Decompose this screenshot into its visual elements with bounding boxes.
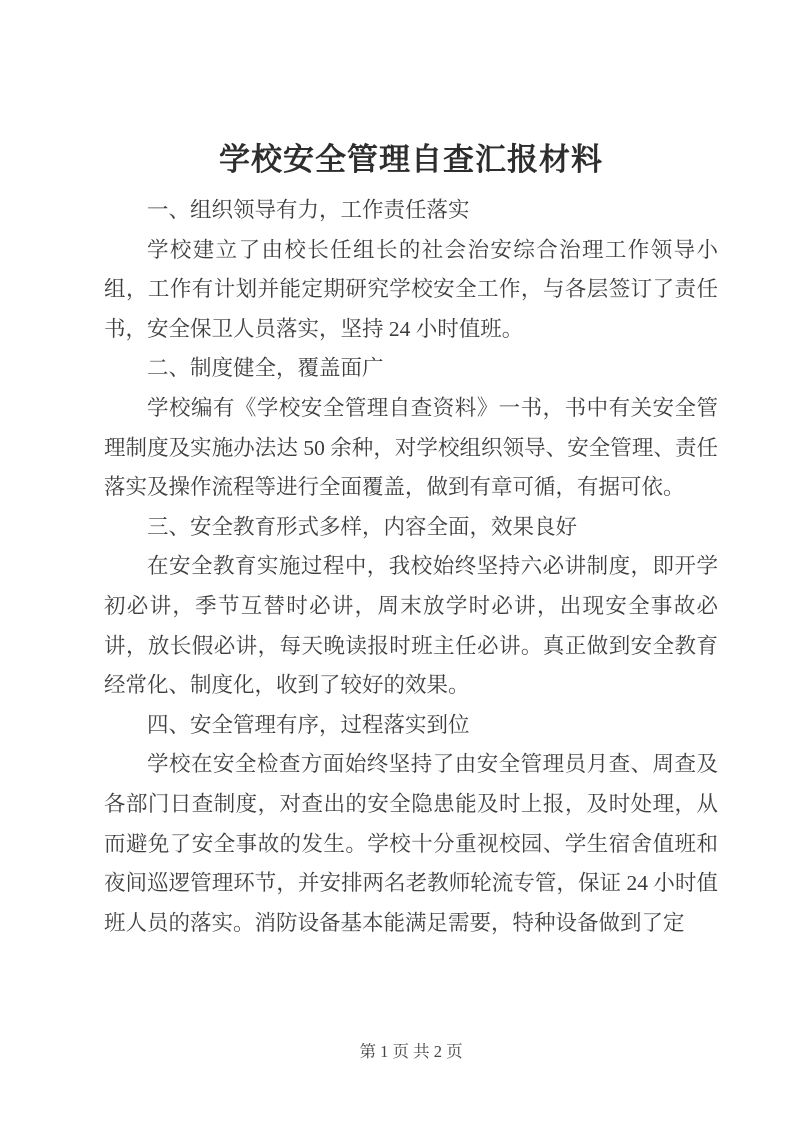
page-number-footer: 第 1 页 共 2 页 bbox=[359, 1042, 463, 1061]
document-body bbox=[104, 191, 718, 943]
section-4-paragraph: 学校在安全检查方面始终坚持了由安全管理员月查、周查及各部门日查制度，对查出的安全隐患能及时上报，及时处理，从而避免了安全事故的发生。学校十分重视校园、学生宿舍值班和夜间巡逻管理环节，并安排两名老教师轮流专管，保证 24 小时值班人员的落实。消防设备基本能满足需要，特种设备做到了定 bbox=[104, 752, 718, 935]
section-3-heading: 三、安全教育形式多样，内容全面，效果良好 bbox=[147, 514, 578, 539]
section-2-heading: 二、制度健全，覆盖面广 bbox=[147, 356, 384, 381]
section-4 bbox=[104, 706, 718, 944]
section-3 bbox=[104, 508, 718, 706]
section-1 bbox=[104, 191, 718, 349]
section-3-paragraph: 在安全教育实施过程中，我校始终坚持六必讲制度，即开学初必讲，季节互替时必讲，周末放学时必讲，出现安全事故必讲，放长假必讲，每天晚读报时班主任必讲。真正做到安全教育经常化、制度化，收到了较好的效果。 bbox=[104, 554, 718, 698]
section-2 bbox=[104, 349, 718, 507]
section-4-heading: 四、安全管理有序，过程落实到位 bbox=[147, 712, 470, 737]
page-title: 学校安全管理自查汇报材料 bbox=[219, 142, 603, 177]
section-2-paragraph: 学校编有《学校安全管理自查资料》一书，书中有关安全管理制度及实施办法达 50 余种，对学校组织领导、安全管理、责任落实及操作流程等进行全面覆盖，做到有章可循，有据可依。 bbox=[104, 395, 718, 500]
section-1-paragraph: 学校建立了由校长任组长的社会治安综合治理工作领导小组，工作有计划并能定期研究学校安全工作，与各层签订了责任书，安全保卫人员落实，坚持 24 小时值班。 bbox=[104, 237, 718, 341]
section-1-heading: 一、组织领导有力，工作责任落实 bbox=[147, 198, 470, 222]
